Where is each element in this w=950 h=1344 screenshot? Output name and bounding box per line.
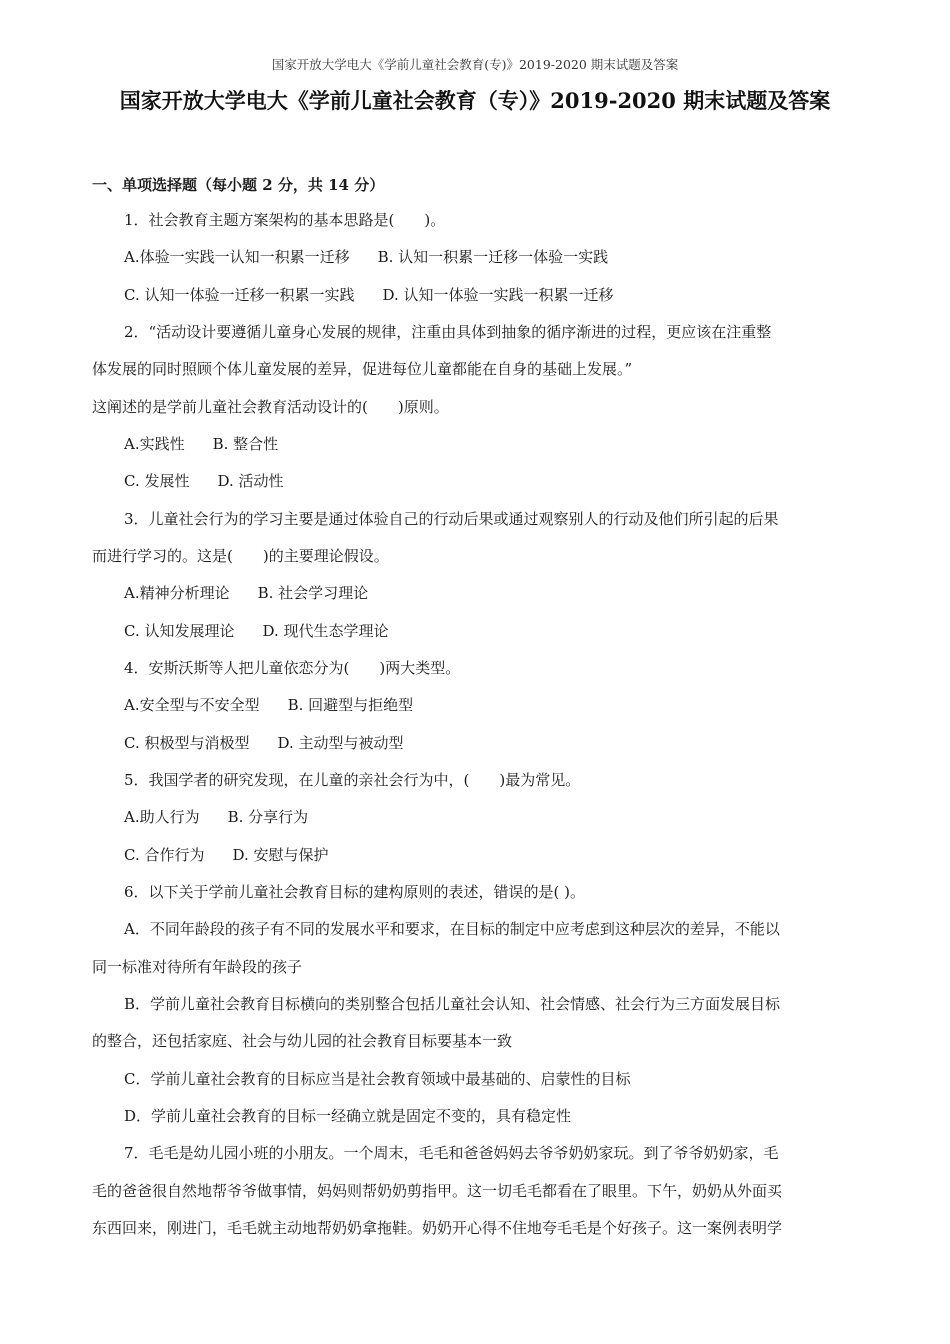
question-6-option-d: D．学前儿童社会教育的目标一经确立就是固定不变的，具有稳定性 [124,1107,572,1125]
option-c: C. 发展性 [124,472,190,490]
question-3-options-cd [124,621,389,641]
question-2-options-cd [124,471,284,491]
option-d: D. 认知一体验一实践一积累一迁移 [382,286,614,304]
question-3-options-ab [124,583,368,603]
option-b: B. 社会学习理论 [257,584,369,602]
option-a: A.助人行为 [124,808,200,826]
question-1-stem: 1．社会教育主题方案架构的基本思路是( )。 [124,211,446,229]
option-b: B. 认知一积累一迁移一体验一实践 [377,248,609,266]
option-c: C. 认知一体验一迁移一积累一实践 [124,286,355,304]
question-5-options-cd [124,845,329,865]
question-6-option-a-line-1: A．不同年龄段的孩子有不同的发展水平和要求，在目标的制定中应考虑到这种层次的差异，不能以 [124,920,780,938]
option-a: A.体验一实践一认知一积累一迁移 [124,248,350,266]
question-3-stem-line-2: 而进行学习的。这是( )的主要理论假设。 [92,547,389,565]
option-b: B. 分享行为 [227,808,309,826]
running-header: 国家开放大学电大《学前儿童社会教育(专)》2019-2020 期末试题及答案 [271,57,679,72]
question-7-stem-line-2: 毛的爸爸很自然地帮爷爷做事情，妈妈则帮奶奶剪指甲。这一切毛毛都看在了眼里。下午，奶奶从外面买 [92,1182,783,1200]
question-4-options-cd [124,733,404,753]
question-3-stem-line-1: 3．儿童社会行为的学习主要是通过体验自己的行动后果或通过观察别人的行动及他们所引起的后果 [124,510,779,528]
question-5-options-ab [124,807,308,827]
question-5-stem: 5．我国学者的研究发现，在儿童的亲社会行为中，( )最为常见。 [124,771,581,789]
question-6-option-b-line-2: 的整合，还包括家庭、社会与幼儿园的社会教育目标要基本一致 [92,1032,513,1050]
section-heading: 一、单项选择题（每小题 2 分，共 14 分） [92,176,385,194]
question-4-options-ab [124,695,413,715]
option-b: B. 回避型与拒绝型 [287,696,414,714]
question-6-option-b-line-1: B．学前儿童社会教育目标横向的类别整合包括儿童社会认知、社会情感、社会行为三方面发展目标 [124,995,781,1013]
question-6-option-a-line-2: 同一标准对待所有年龄段的孩子 [92,958,303,976]
document-title: 国家开放大学电大《学前儿童社会教育（专）》2019-2020 期末试题及答案 [119,88,831,113]
option-a: A.精神分析理论 [124,584,230,602]
question-6-option-c: C．学前儿童社会教育的目标应当是社会教育领域中最基础的、启蒙性的目标 [124,1070,631,1088]
question-1-options-cd [124,285,614,305]
option-c: C. 合作行为 [124,846,205,864]
option-d: D. 现代生态学理论 [262,622,389,640]
question-2-options-ab [124,434,278,454]
question-6-stem: 6．以下关于学前儿童社会教育目标的建构原则的表述，错误的是( )。 [124,883,586,901]
question-1-options-ab [124,247,608,267]
question-4-stem: 4．安斯沃斯等人把儿童依恋分为( )两大类型。 [124,659,461,677]
question-2-stem-line-2: 体发展的同时照顾个体儿童发展的差异，促进每位儿童都能在自身的基础上发展。” [92,360,633,378]
question-7-stem-line-3: 东西回来，刚进门，毛毛就主动地帮奶奶拿拖鞋。奶奶开心得不住地夸毛毛是个好孩子。这一案例表明学 [92,1219,783,1237]
question-2-stem-line-3: 这阐述的是学前儿童社会教育活动设计的( )原则。 [92,398,449,416]
option-c: C. 积极型与消极型 [124,734,250,752]
option-d: D. 安慰与保护 [232,846,329,864]
option-d: D. 主动型与被动型 [277,734,404,752]
question-7-stem-line-1: 7．毛毛是幼儿园小班的小朋友。一个周末，毛毛和爸爸妈妈去爷爷奶奶家玩。到了爷爷奶奶家，毛 [124,1144,779,1162]
option-b: B. 整合性 [212,435,279,453]
question-2-stem-line-1: 2．“活动设计要遵循儿童身心发展的规律，注重由具体到抽象的循序渐进的过程，更应该在注重整 [124,323,772,341]
option-a: A.实践性 [124,435,185,453]
option-a: A.安全型与不安全型 [124,696,260,714]
option-c: C. 认知发展理论 [124,622,235,640]
option-d: D. 活动性 [217,472,284,490]
